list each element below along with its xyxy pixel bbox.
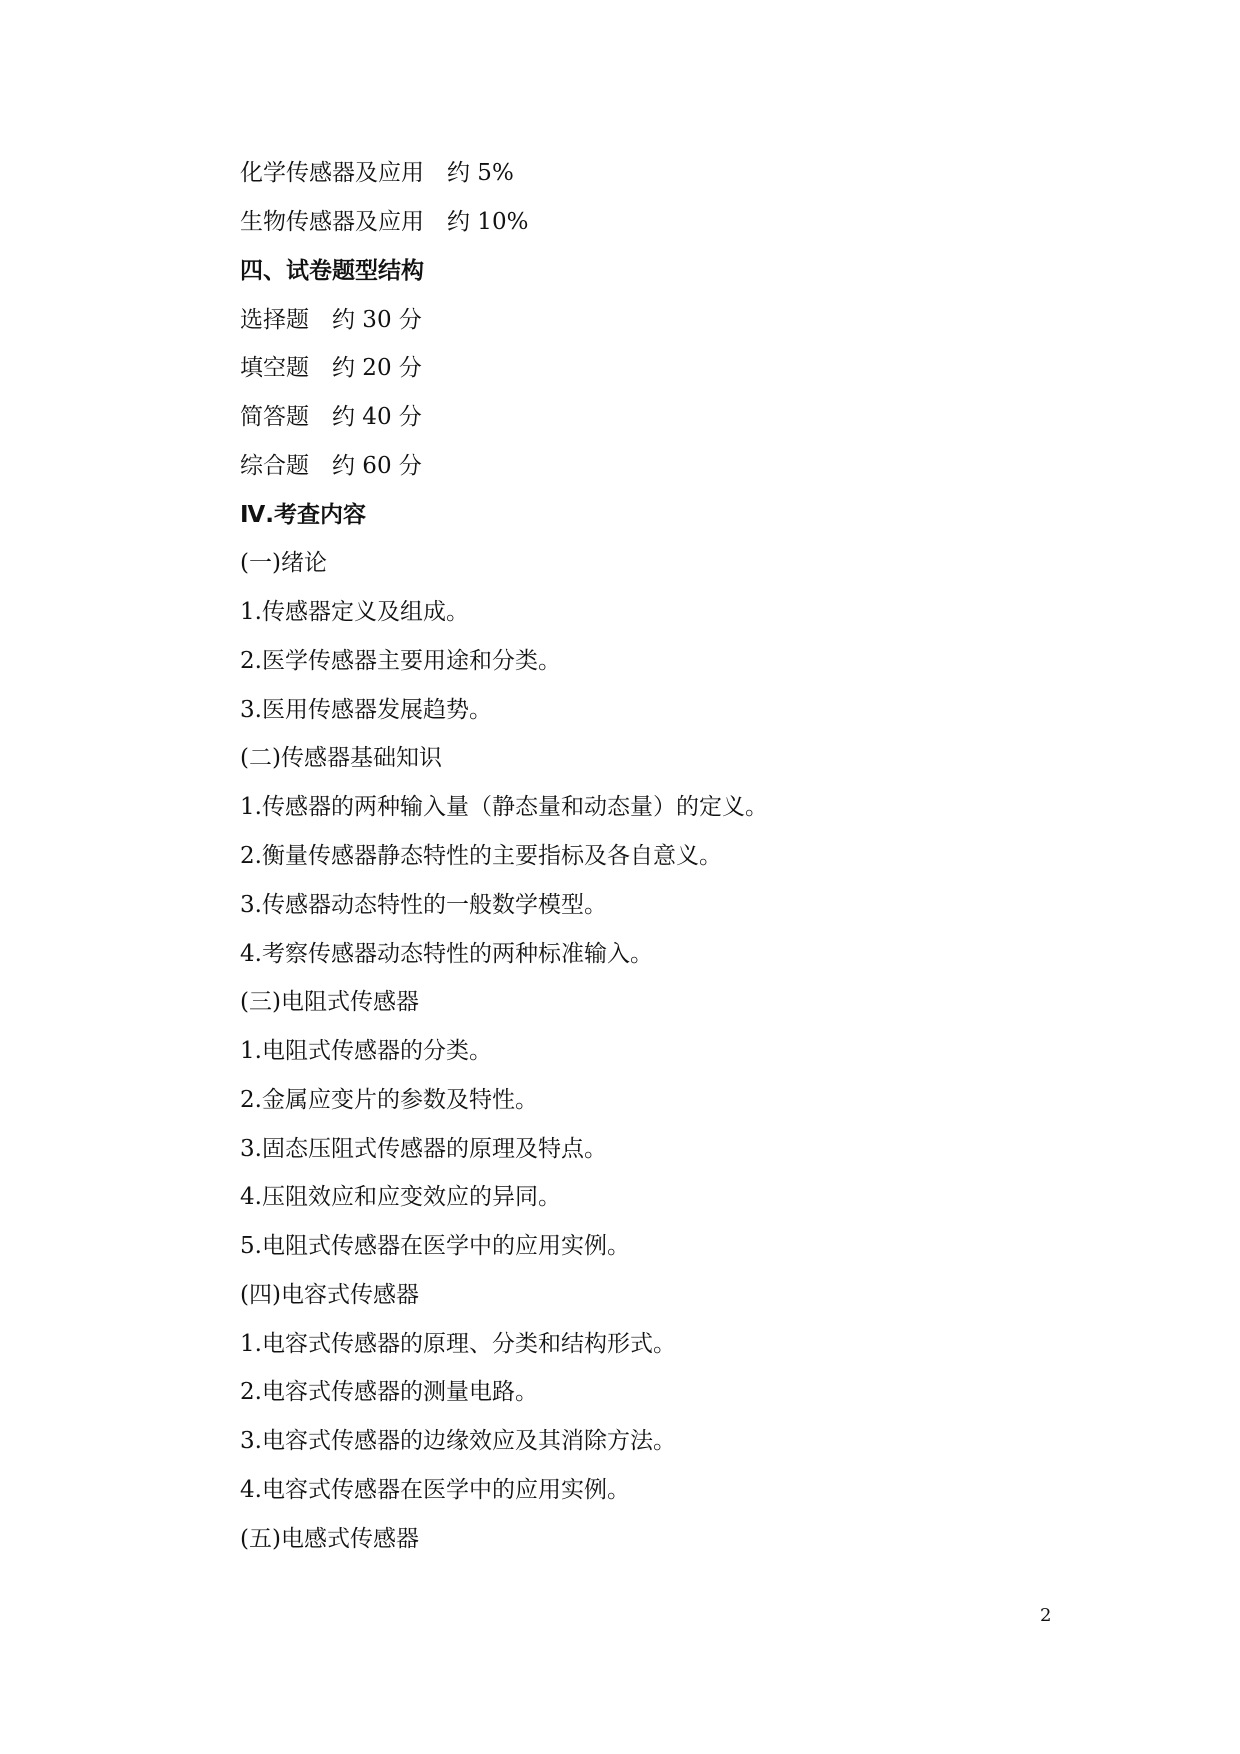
heading-exam-structure: 四、试卷题型结构 bbox=[240, 258, 424, 284]
line-bio-sensor: 生物传感器及应用 约 10% bbox=[240, 209, 529, 235]
list-item: 2.金属应变片的参数及特性。 bbox=[240, 1087, 538, 1113]
list-item: 3.医用传感器发展趋势。 bbox=[240, 697, 492, 723]
list-item: 2.电容式传感器的测量电路。 bbox=[240, 1379, 538, 1405]
section-inductive-sensor: (五)电感式传感器 bbox=[240, 1526, 419, 1552]
heading-exam-content: Ⅳ.考查内容 bbox=[240, 502, 367, 528]
list-item: 3.固态压阻式传感器的原理及特点。 bbox=[240, 1136, 607, 1162]
list-item: 1.电容式传感器的原理、分类和结构形式。 bbox=[240, 1331, 676, 1357]
list-item: 4.考察传感器动态特性的两种标准输入。 bbox=[240, 941, 653, 967]
line-chemical-sensor: 化学传感器及应用 约 5% bbox=[240, 160, 514, 186]
list-item: 1.传感器的两种输入量（静态量和动态量）的定义。 bbox=[240, 794, 768, 820]
list-item: 3.电容式传感器的边缘效应及其消除方法。 bbox=[240, 1428, 676, 1454]
list-item: 4.压阻效应和应变效应的异同。 bbox=[240, 1184, 561, 1210]
section-capacitive-sensor: (四)电容式传感器 bbox=[240, 1282, 419, 1308]
list-item: 3.传感器动态特性的一般数学模型。 bbox=[240, 892, 607, 918]
section-introduction: (一)绪论 bbox=[240, 550, 327, 576]
list-item: 1.电阻式传感器的分类。 bbox=[240, 1038, 492, 1064]
line-choice-questions: 选择题 约 30 分 bbox=[240, 307, 422, 333]
section-resistive-sensor: (三)电阻式传感器 bbox=[240, 989, 419, 1015]
list-item: 2.衡量传感器静态特性的主要指标及各自意义。 bbox=[240, 843, 722, 869]
section-sensor-basics: (二)传感器基础知识 bbox=[240, 745, 442, 771]
list-item: 5.电阻式传感器在医学中的应用实例。 bbox=[240, 1233, 630, 1259]
list-item: 4.电容式传感器在医学中的应用实例。 bbox=[240, 1477, 630, 1503]
line-fill-blank-questions: 填空题 约 20 分 bbox=[240, 355, 422, 381]
line-comprehensive-questions: 综合题 约 60 分 bbox=[240, 453, 422, 479]
page-number: 2 bbox=[1040, 1605, 1052, 1626]
list-item: 1.传感器定义及组成。 bbox=[240, 599, 469, 625]
list-item: 2.医学传感器主要用途和分类。 bbox=[240, 648, 561, 674]
line-short-answer-questions: 简答题 约 40 分 bbox=[240, 404, 422, 430]
